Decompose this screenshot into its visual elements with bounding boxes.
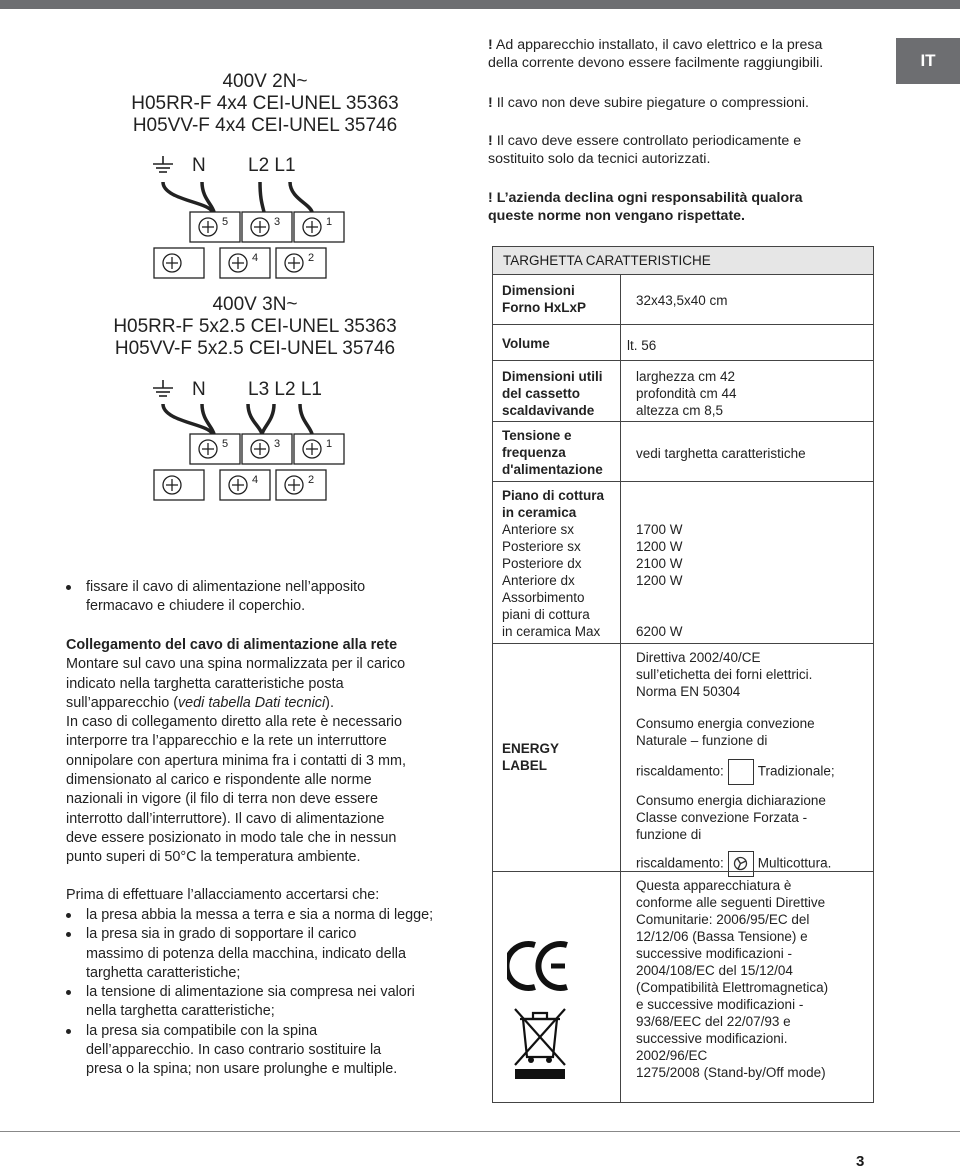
fix-cable-note <box>66 578 426 617</box>
check-intro: Prima di effettuare l’allacciamento accertarsi che: <box>66 887 380 903</box>
terminal-block-diagram1 <box>150 178 350 283</box>
paragraph-line: punto superi di 50°C la temperatura ambiente. <box>66 849 361 866</box>
diagram1-phase-labels: L2 L1 <box>248 155 296 176</box>
terminal-label: 2 <box>308 252 315 264</box>
paragraph-line: deve essere posizionato in modo tale che in nessun <box>66 829 397 846</box>
diagram2-title <box>100 294 410 360</box>
static-oven-icon <box>728 759 754 785</box>
voltage-label: Tensione e frequenza d'alimentazione <box>502 428 603 477</box>
column-divider <box>620 275 621 1103</box>
fan-oven-icon <box>728 851 754 877</box>
paragraph-line: dimensionato al carico e rispondente alle norme <box>66 772 372 789</box>
paragraph-line: onnipolare con apertura minima fra i contatti di 3 mm, <box>66 752 406 769</box>
paragraph-line: indicato nella targhetta caratteristiche posta <box>66 675 344 692</box>
energy-directive: Direttiva 2002/40/CE sull’etichetta dei forni elettrici. Norma EN 50304 <box>636 650 813 699</box>
diagram2-phase-labels: L3 L2 L1 <box>248 379 322 400</box>
terminal-label: 3 <box>274 216 281 228</box>
hob-zone-value: 2100 W <box>636 556 683 571</box>
row-divider <box>493 360 873 361</box>
paragraph-line: nazionali in vigore (il filo di terra non deve essere <box>66 791 378 808</box>
section-title: Collegamento del cavo di alimentazione alla rete <box>66 637 398 653</box>
connection-section <box>66 636 446 868</box>
row-divider <box>493 481 873 482</box>
terminal-label: 5 <box>222 438 229 450</box>
top-bar <box>0 0 960 9</box>
terminal-block-diagram2 <box>150 400 350 505</box>
weee-bin-icon <box>511 1005 569 1083</box>
specs-table <box>492 246 874 1103</box>
paragraph-line: interporre tra l’apparecchio e la rete un interruttore <box>66 733 387 750</box>
ce-mark-icon <box>507 937 573 995</box>
hob-zone-name: Posteriore sx <box>502 539 581 554</box>
energy-forced: Consumo energia dichiarazione Classe convezione Forzata - funzione di riscaldamento: Multicottura. <box>636 792 831 877</box>
paragraph-line: In caso di collegamento diretto alla rete è necessario <box>66 714 402 731</box>
list-item: la presa sia in grado di sopportare il carico massimo di potenza della macchina, indicato della targhetta caratteristiche; <box>66 925 451 983</box>
hob-max-value: 6200 W <box>636 624 683 639</box>
diagram1-title-line: H05VV-F 4x4 CEI-UNEL 35746 <box>132 115 398 136</box>
energy-conventional: Consumo energia convezione Naturale – funzione di riscaldamento: Tradizionale; <box>636 715 835 785</box>
footer-rule <box>0 1131 960 1132</box>
table-title: TARGHETTA CARATTERISTICHE <box>493 247 873 275</box>
terminal-label: 5 <box>222 216 229 228</box>
hob-zone-name: Anteriore dx <box>502 573 575 588</box>
ground-icon <box>150 372 180 402</box>
hob-label: Piano di cottura in ceramica Anteriore sx Posteriore sx Posteriore dx Anteriore dx Assorbimento piani di cottura in ceramica Max <box>502 488 605 639</box>
paragraph-line: Montare sul cavo una spina normalizzata per il carico <box>66 656 406 673</box>
hob-zone-value: 1200 W <box>636 539 683 554</box>
list-item: la presa abbia la messa a terra e sia a norma di legge; <box>66 906 451 925</box>
diagram1-title-line: H05RR-F 4x4 CEI-UNEL 35363 <box>131 93 399 114</box>
voltage-value: vedi targhetta caratteristiche <box>636 446 806 461</box>
diagram2-title-line: 400V 3N~ <box>212 294 298 315</box>
diagram1-title <box>110 71 420 137</box>
hob-zone-value: 1200 W <box>636 573 683 588</box>
dimensions-value: 32x43,5x40 cm <box>636 293 728 308</box>
hob-zone-name: Anteriore sx <box>502 522 575 537</box>
language-tab: IT <box>896 38 960 84</box>
energy-label: ENERGY LABEL <box>502 741 560 773</box>
row-divider <box>493 421 873 422</box>
terminal-label: 1 <box>326 216 333 228</box>
diagram1-title-line: 400V 2N~ <box>222 71 308 92</box>
check-list <box>66 906 451 1080</box>
paragraph-line: interrotto dall’interruttore). Il cavo di alimentazione <box>66 810 385 827</box>
volume-value: lt. 56 <box>627 338 657 353</box>
terminal-label: 1 <box>326 438 333 450</box>
diagram2-title-line: H05VV-F 5x2.5 CEI-UNEL 35746 <box>114 338 396 359</box>
diagram2-title-line: H05RR-F 5x2.5 CEI-UNEL 35363 <box>113 316 397 337</box>
page-number: 3 <box>856 1153 865 1170</box>
warning-1: ! Ad apparecchio installato, il cavo elettrico e la presa della corrente devono essere facilmente raggiungibili. <box>488 37 824 71</box>
hob-zone-value: 1700 W <box>636 522 683 537</box>
terminal-label: 3 <box>274 438 281 450</box>
paragraph-line: sull’apparecchio (vedi tabella Dati tecnici). <box>66 694 334 711</box>
drawer-value: larghezza cm 42 profondità cm 44 altezza cm 8,5 <box>636 369 737 418</box>
dimensions-label: Dimensioni Forno HxLxP <box>502 283 587 315</box>
row-divider <box>493 871 873 872</box>
list-item: la tensione di alimentazione sia compresa nei valori nella targhetta caratteristiche; <box>66 983 451 1022</box>
hob-values <box>636 521 683 589</box>
terminal-label: 2 <box>308 474 315 486</box>
volume-label: Volume <box>502 336 550 351</box>
ce-compliance: Questa apparecchiatura è conforme alle seguenti Direttive Comunitarie: 2006/95/EC del 12/12/06 (Bassa Tensione) e successive modificazioni - 2004/108/EC del 15/12/04 (Compatibilità Elettromagnetica) e successive modificazioni - 93/68/EEC del 22/07/93 e successive modificazioni. 2002/96/EC 1275/2008 (Stand-by/Off mode) <box>636 878 829 1080</box>
row-divider <box>493 324 873 325</box>
terminal-label: 4 <box>252 252 259 264</box>
list-item: la presa sia compatibile con la spina dell’apparecchio. In caso contrario sostituire la presa o la spina; non usare prolunghe e multiple. <box>66 1022 451 1080</box>
diagram1-neutral-label: N <box>192 155 206 176</box>
warning-4: ! L’azienda declina ogni responsabilità qualora queste norme non vengano rispettate. <box>488 190 803 224</box>
list-item: fissare il cavo di alimentazione nell’apposito fermacavo e chiudere il coperchio. <box>66 578 426 617</box>
warning-2: ! Il cavo non deve subire piegature o compressioni. <box>488 95 809 111</box>
terminal-label: 4 <box>252 474 259 486</box>
warning-3: ! Il cavo deve essere controllato periodicamente e sostituito solo da tecnici autorizzati. <box>488 133 802 167</box>
row-divider <box>493 643 873 644</box>
drawer-label: Dimensioni utili del cassetto scaldavivande <box>502 369 603 418</box>
diagram2-neutral-label: N <box>192 379 206 400</box>
hob-zone-name: Posteriore dx <box>502 556 582 571</box>
